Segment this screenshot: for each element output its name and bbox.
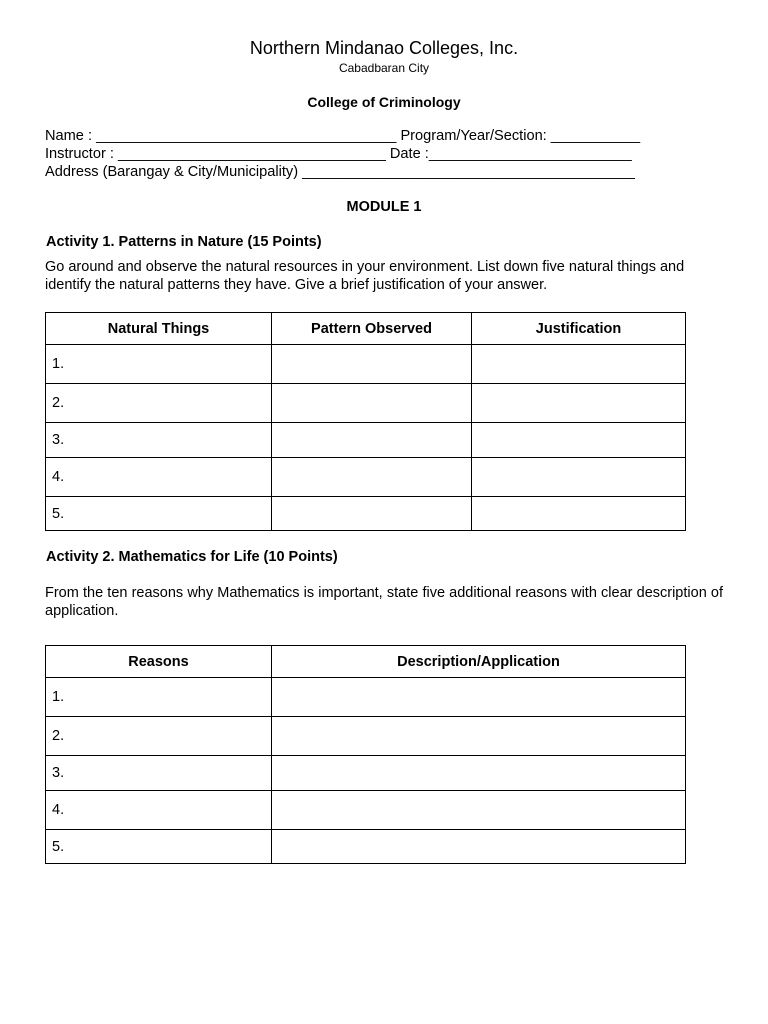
description-cell[interactable] [272,756,686,791]
activity2-table [45,645,686,864]
row-number: 2. [46,717,272,756]
name-program-field: Name : _____________________________________ Program/Year/Section: ___________ [45,128,641,144]
table-row [46,830,686,864]
row-number: 4. [46,458,272,497]
pattern-cell[interactable] [272,497,472,531]
table-row [46,423,686,458]
justification-cell[interactable] [472,423,686,458]
table-row [46,791,686,830]
address-field: Address (Barangay & City/Municipality) _________________________________________ [45,164,635,180]
description-cell[interactable] [272,830,686,864]
row-number: 1. [46,345,272,384]
school-city: Cabadbaran City [338,61,430,75]
table-row [46,497,686,531]
row-number: 5. [46,497,272,531]
table-row [46,678,686,717]
justification-cell[interactable] [472,458,686,497]
pattern-cell[interactable] [272,458,472,497]
table-row [46,756,686,791]
column-header-reasons: Reasons [46,646,272,678]
column-header-natural-things: Natural Things [46,313,272,345]
row-number: 3. [46,756,272,791]
activity1-table [45,312,686,531]
column-header-description: Description/Application [272,646,686,678]
table-header-row [46,313,686,345]
pattern-cell[interactable] [272,384,472,423]
activity2-instructions: From the ten reasons why Mathematics is important, state five additional reasons with clear description of application. [45,585,723,619]
module-title: MODULE 1 [346,199,422,215]
table-row [46,458,686,497]
activity2-title: Activity 2. Mathematics for Life (10 Points) [46,549,338,565]
justification-cell[interactable] [472,345,686,384]
row-number: 2. [46,384,272,423]
column-header-pattern-observed: Pattern Observed [272,313,472,345]
college-name: College of Criminology [307,94,461,110]
row-number: 1. [46,678,272,717]
pattern-cell[interactable] [272,345,472,384]
table-row [46,717,686,756]
instructor-date-field: Instructor : _________________________________ Date :_________________________ [45,146,632,162]
justification-cell[interactable] [472,497,686,531]
table-header-row [46,646,686,678]
table-row [46,345,686,384]
description-cell[interactable] [272,791,686,830]
table-row [46,384,686,423]
row-number: 4. [46,791,272,830]
description-cell[interactable] [272,717,686,756]
justification-cell[interactable] [472,384,686,423]
column-header-justification: Justification [472,313,686,345]
row-number: 5. [46,830,272,864]
pattern-cell[interactable] [272,423,472,458]
school-name: Northern Mindanao Colleges, Inc. [249,38,519,58]
description-cell[interactable] [272,678,686,717]
activity1-title: Activity 1. Patterns in Nature (15 Points) [46,234,322,250]
activity1-instructions: Go around and observe the natural resources in your environment. List down five natural things and identify the natural patterns they have. Give a brief justification of your answer. [45,259,685,293]
row-number: 3. [46,423,272,458]
